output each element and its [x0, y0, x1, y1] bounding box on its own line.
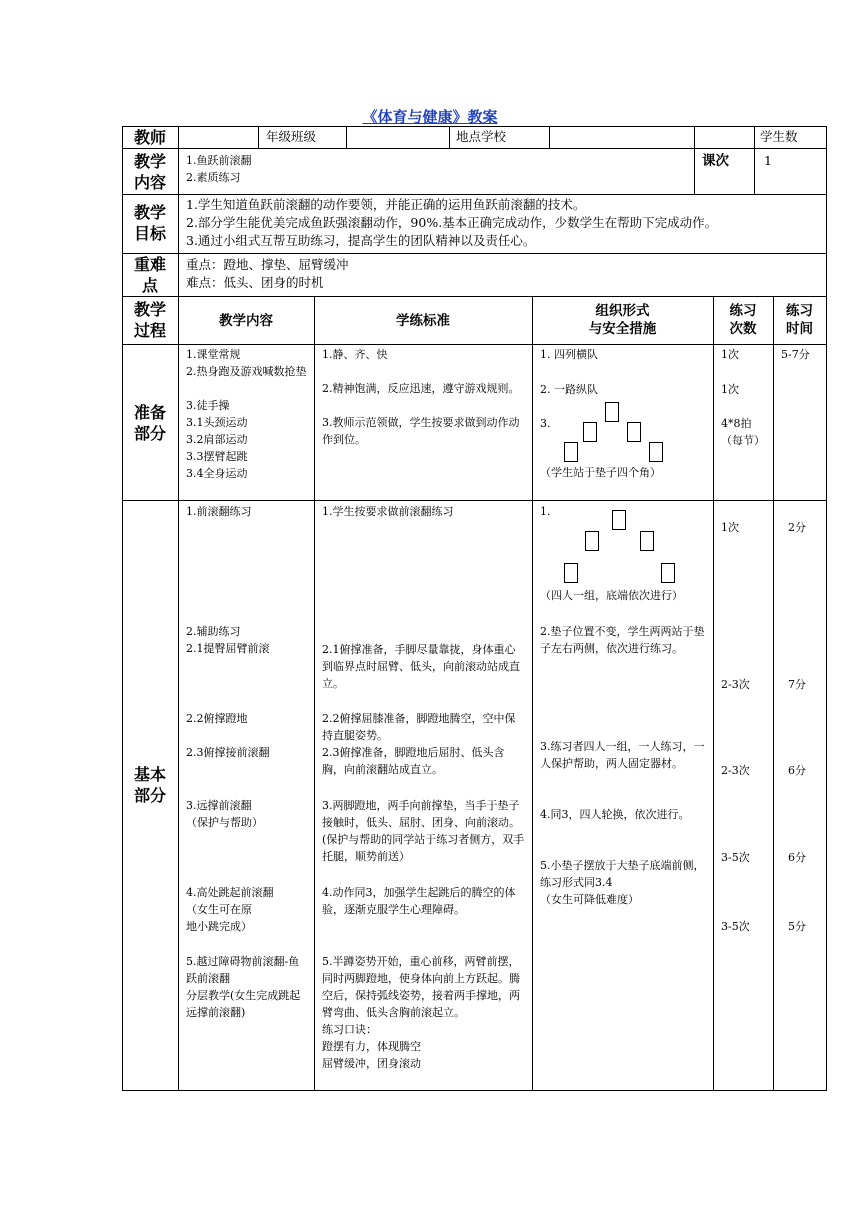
basic-org-1-note: （四人一组，底端依次进行）	[540, 589, 683, 602]
prep-org-2: 2. 一路纵队	[540, 383, 598, 396]
basic-time-5: 5分	[788, 920, 806, 933]
basic-org-3: 3.练习者四人一组，一人练习，一人保护帮助，两人固定器材。	[540, 740, 705, 770]
students-label: 学生数	[760, 129, 798, 144]
teacher-label: 教师	[133, 128, 166, 147]
mat-icon	[564, 563, 578, 583]
goal-item: 3.通过小组式互帮互助练习，提高学生的团队精神以及责任心。	[186, 233, 536, 248]
prep-count-1: 1次	[721, 348, 739, 361]
key-label: 重难 点	[133, 255, 166, 295]
basic-org-5: 5.小垫子摆放于大垫子底端前侧，练习形式同3.4 （女生可降低难度）	[540, 859, 705, 906]
basic-count-1: 1次	[721, 521, 739, 534]
prep-count-2: 1次	[721, 383, 739, 396]
lesson-value: 1	[764, 153, 772, 168]
prep-label: 准备 部分	[133, 403, 166, 443]
goal-item: 1.学生知道鱼跃前滚翻的动作要领，并能正确的运用鱼跃前滚翻的技术。	[186, 197, 586, 212]
prep-org-note: （学生站于垫子四个角）	[540, 466, 661, 479]
basic-content-5: 3.远撑前滚翻 （保护与帮助）	[186, 799, 263, 829]
basic-standard-1: 1.学生按要求做前滚翻练习	[322, 505, 454, 518]
difficulty-point: 难点：低头、团身的时机	[186, 275, 324, 290]
basic-time-2: 7分	[788, 678, 806, 691]
basic-standard-6: 5.半蹲姿势开始，重心前移，两臂前摆，同时两脚蹬地，使身体向前上方跃起。腾空后，保持弧线姿势，接着两手撑地，两臂弯曲、低头含胸前滚起立。 练习口诀： 蹬摆有力，体现腾空 屈臂缓冲，团身滚动	[322, 955, 520, 1070]
basic-standard-5: 4.动作同3，加强学生起跳后的腾空的体验，逐渐克服学生心理障碍。	[322, 886, 516, 916]
prep-org-1: 1. 四列横队	[540, 348, 598, 361]
mat-icon	[661, 563, 675, 583]
mat-icon	[585, 531, 599, 551]
basic-org-4: 4.同3，四人轮换，依次进行。	[540, 808, 690, 821]
content-label: 教学 内容	[133, 152, 166, 192]
prep-standard: 1.静、齐、快 2.精神饱满，反应迅速，遵守游戏规则。 3.教师示范领做，学生按要求做到动作动作到位。	[322, 348, 520, 446]
document-title: 《体育与健康》教案	[362, 108, 498, 126]
basic-standard-3: 2.2俯撑屈膝准备，脚蹬地腾空，空中保持直腿姿势。 2.3俯撑准备，脚蹬地后屈肘、低头含胸，向前滚翻站成直立。	[322, 712, 516, 776]
goals-label: 教学 目标	[133, 203, 166, 243]
basic-time-4: 6分	[788, 851, 806, 864]
key-point: 重点：蹬地、撑垫、屈臂缓冲	[186, 257, 349, 272]
basic-count-4: 3-5次	[721, 851, 750, 864]
basic-time-1: 2分	[788, 521, 806, 534]
prep-org-3: 3.	[540, 417, 551, 430]
goal-item: 2.部分学生能优美完成鱼跃强滚翻动作，90%.基本正确完成动作，少数学生在帮助下完成动作。	[186, 215, 718, 230]
location-label: 地点学校	[456, 129, 507, 144]
content-items: 1.鱼跃前滚翻 2.素质练习	[186, 154, 252, 184]
basic-org-1: 1.	[540, 505, 551, 518]
basic-org-2: 2.垫子位置不变，学生两两站于垫子左右两侧，依次进行练习。	[540, 625, 705, 655]
basic-count-3: 2-3次	[721, 764, 750, 777]
basic-content-7: 5.越过障碍物前滚翻-鱼跃前滚翻 分层教学(女生完成跳起远撑前滚翻)	[186, 955, 301, 1019]
prep-time: 5-7分	[781, 348, 810, 361]
mat-icon	[583, 422, 597, 442]
mat-icon	[640, 531, 654, 551]
basic-count-5: 3-5次	[721, 920, 750, 933]
col-time-header: 练习 时间	[786, 303, 813, 337]
basic-standard-2: 2.1俯撑准备，手脚尽量靠拢，身体重心到临界点时屈臂、低头，向前滚动站成直立。	[322, 643, 520, 690]
basic-content-3: 2.2俯撑蹬地	[186, 712, 248, 725]
basic-content-6: 4.高处跳起前滚翻 （女生可在原 地小跳完成）	[186, 886, 274, 933]
col-content-header: 教学内容	[219, 313, 273, 329]
mat-icon	[564, 442, 578, 462]
lesson-label: 课次	[702, 153, 729, 169]
mat-icon	[649, 442, 663, 462]
mat-icon	[605, 402, 619, 422]
col-organization-header: 组织形式 与安全措施	[588, 303, 657, 337]
basic-standard-4: 3.两脚蹬地，两手向前撑垫，当手于垫子接触时，低头、屈肘、团身、向前滚动。(保护与帮助的同学站于练习者侧方，双手托腿，顺势前送）	[322, 799, 525, 863]
basic-content-1: 1.前滚翻练习	[186, 505, 252, 518]
basic-label: 基本 部分	[133, 765, 166, 805]
col-standard-header: 学练标准	[396, 313, 450, 329]
mat-icon	[627, 422, 641, 442]
basic-content-4: 2.3俯撑接前滚翻	[186, 746, 270, 759]
process-label: 教学 过程	[133, 300, 166, 340]
prep-content: 1.课堂常规 2.热身跑及游戏喊数抢垫 3.徒手操 3.1头颈运动 3.2肩部运动 3.3摆臂起跳 3.4全身运动	[186, 348, 307, 480]
col-count-header: 练习 次数	[729, 303, 757, 337]
basic-count-2: 2-3次	[721, 678, 750, 691]
grade-label: 年级班级	[266, 129, 317, 144]
basic-time-3: 6分	[788, 764, 806, 777]
prep-count-3: 4*8拍 （每节）	[721, 417, 765, 447]
basic-content-2: 2.辅助练习 2.1提臀屈臂前滚	[186, 625, 270, 655]
goals-list	[186, 196, 822, 250]
mat-icon	[612, 510, 626, 530]
